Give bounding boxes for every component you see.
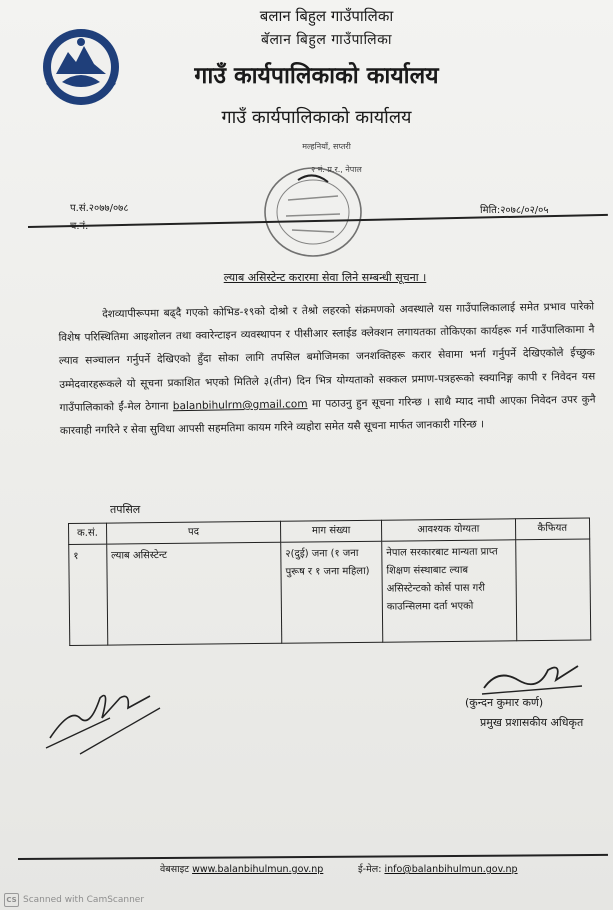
notice-subject: ल्याब असिस्टेन्ट करारमा सेवा लिने सम्बन्धी सूचना । xyxy=(223,271,427,284)
office-title: गाउँ कार्यपालिकाको कार्यालय xyxy=(194,63,439,89)
dispatch-number: च.नं. xyxy=(70,221,89,232)
left-signature xyxy=(40,678,170,756)
website-link[interactable]: www.balanbihulmun.gov.np xyxy=(192,864,324,875)
tapasil-label: तपसिल xyxy=(110,503,141,516)
footer-website xyxy=(160,862,323,875)
vacancy-table xyxy=(68,518,591,646)
notice-body xyxy=(58,296,596,444)
body-text-part1: देशव्यापीरूपमा बढ्दै गएको कोभिड-१९को दोश्रो र तेश्रो लहरको संक्रमणको अवस्थाले यस गाउँपालिकालाई समेत प्रभाव पारेको विशेष परिस्थितिमा आइशोलन तथा क्वारेन्टाइन व्यवस्थापन र पीसीआर स्लाईड क्लेक्शन लगायतका तोकिएका कार्यहरू गर्न गाउँपालिकामा नै ल्याव सञ्चालन गर्नुपर्ने देखिएको हुँदा सोका लागि तपसिल बमोजिमका जनशक्तिहरू करार सेवामा भर्ना गर्नुपर्ने देखिएकोले ईच्छुक उम्मेदवारहरूकले यो सूचना प्रकाशित भएको मितिले ३(तीन) दिन भित्र योग्यताको सक्कल प्रमाण-पत्रहरूको स्क्यानिङ्ग कापी र निवेदन यस गाउँपालिकाको ईं-मेल ठेगाना xyxy=(58,300,596,414)
watermark-text: Scanned with CamScanner xyxy=(23,895,145,905)
cell-qualification: नेपाल सरकारबाट मान्यता प्राप्त शिक्षण संस्थाबाट ल्याब असिस्टेन्टको कोर्स पास गरी काउन्सिलमा दर्ता भएको xyxy=(382,540,517,642)
municipality-name: बलान बिहुल गाउँपालिका xyxy=(259,7,394,25)
header-qualification: आवश्यक योग्यता xyxy=(381,519,515,541)
email-label: ई-मेल: xyxy=(358,864,382,875)
signatory-name: (कुन्दन कुमार कर्ण) xyxy=(465,696,544,709)
municipality-name-maithili: बॅलान बिहुल गाउँपालिका xyxy=(260,32,393,48)
camscanner-watermark xyxy=(0,892,144,908)
camscanner-icon: CS xyxy=(4,893,19,907)
country-line: २ नं. प्र.र., नेपाल xyxy=(311,165,362,174)
body-text-part2: मा पठाउनु हुन सूचना गरिन्छ । साथै म्याद नाघी आएका निवेदन उपर कुनै कारवाही नगरिने र सेवा सुविधा आपसी सहमतिमा कायम गरिने व्यहोरा समेत यसै सूचना मार्फत जानकारी गरिन्छ । xyxy=(59,393,596,437)
body-email-link[interactable]: balanbihulrm@gmail.com xyxy=(172,397,308,413)
footer-email xyxy=(358,862,518,875)
letter-number: प.सं.२०७७/०७८ xyxy=(70,203,129,214)
office-stamp-seal xyxy=(258,160,368,265)
footer-email-link[interactable]: info@balanbihulmun.gov.np xyxy=(384,864,518,875)
footer-divider xyxy=(18,854,608,860)
header-serial: क.सं. xyxy=(69,523,107,544)
cell-demand: २(दुई) जना (१ जना पुरूष र १ जना महिला) xyxy=(281,541,383,643)
header-post: पद xyxy=(106,521,281,544)
cell-post: ल्याब असिस्टेन्ट xyxy=(106,542,281,645)
cell-remarks xyxy=(515,539,591,641)
website-label: वेबसाइट xyxy=(160,864,190,875)
table-row xyxy=(69,539,591,645)
letter-date: मिति:२०७८/०२/०५ xyxy=(480,205,549,216)
right-signature xyxy=(478,658,588,700)
signatory-title: प्रमुख प्रशासकीय अधिकृत xyxy=(480,716,584,729)
header-demand: माग संख्या xyxy=(281,520,382,542)
location-line: मल्हनियाँ, सप्तरी xyxy=(302,142,351,151)
header-remarks: कैफियत xyxy=(515,518,590,540)
office-title-secondary: गाउँ कार्यपालिकाको कार्यालय xyxy=(221,107,412,128)
cell-serial: १ xyxy=(69,544,108,645)
